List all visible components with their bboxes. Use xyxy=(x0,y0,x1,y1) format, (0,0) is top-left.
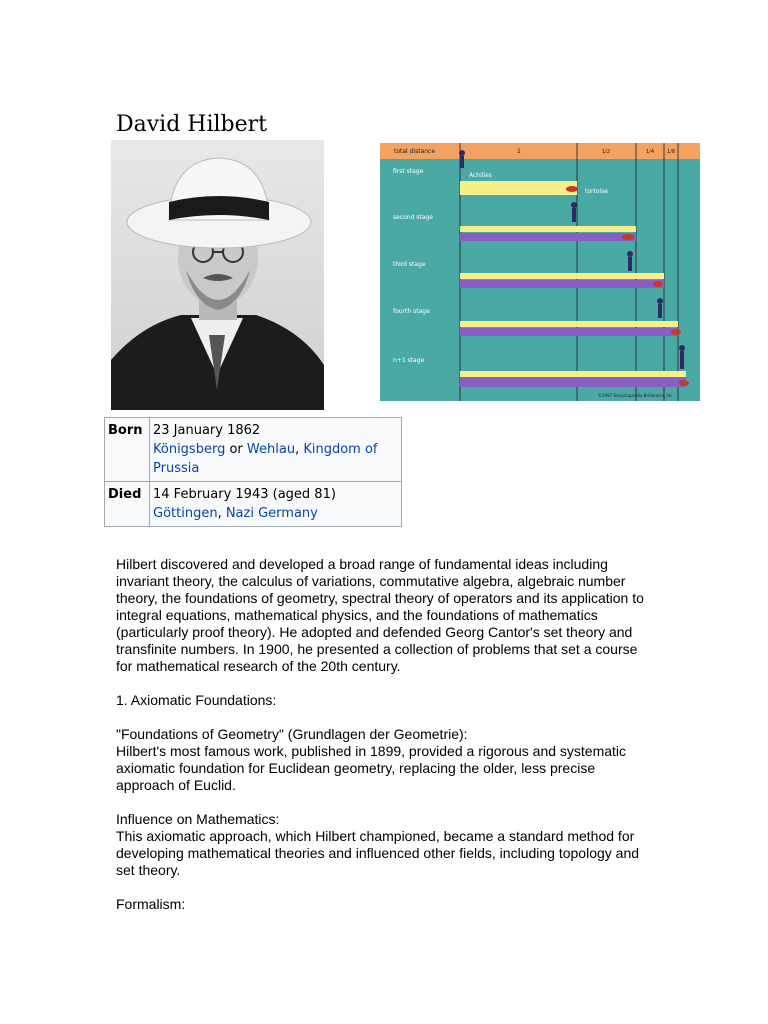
portrait-image xyxy=(111,140,324,410)
stage-label-2: second stage xyxy=(393,214,433,221)
infobox-row-born xyxy=(105,418,402,482)
paragraph-influence: Influence on Mathematics: This axiomatic approach, which Hilbert championed, became a standard method for developing mathematical theories and influenced other fields, including topology and set theory. xyxy=(116,811,640,878)
article-body xyxy=(116,556,646,930)
heading-formalism: Formalism: xyxy=(116,896,186,912)
heading-axiomatic-foundations: 1. Axiomatic Foundations: xyxy=(116,692,277,708)
born-or: or xyxy=(225,442,247,457)
died-label: Died xyxy=(105,482,150,527)
born-date: 23 January 1862 xyxy=(153,423,261,438)
stage-label-4: fourth stage xyxy=(393,308,430,315)
diagram-header: total distance xyxy=(394,148,436,155)
stage-label-3: third stage xyxy=(393,261,426,268)
diagram-header-one: 1 xyxy=(517,148,521,155)
died-value xyxy=(150,482,402,527)
link-konigsberg[interactable]: Königsberg xyxy=(153,442,226,457)
page-title: David Hilbert xyxy=(116,112,268,137)
tortoise-label: tortoise xyxy=(585,188,608,195)
born-label: Born xyxy=(105,418,150,482)
diagram-header-quarter: 1/4 xyxy=(646,149,655,155)
born-sep: , xyxy=(295,442,304,457)
born-value xyxy=(150,418,402,482)
stage-label-5: n+1 stage xyxy=(393,357,425,364)
diagram-header-half: 1/2 xyxy=(602,149,611,155)
infobox xyxy=(104,417,402,527)
link-gottingen[interactable]: Göttingen xyxy=(153,506,218,521)
paragraph-foundations-of-geometry: "Foundations of Geometry" (Grundlagen der Geometrie): Hilbert's most famous work, published in 1899, provided a rigorous and systematic axiomatic foundation for Euclidean geometry, replacing the older, less precise approach of Euclid. xyxy=(116,726,627,793)
paragraph-intro: Hilbert discovered and developed a broad range of fundamental ideas including invariant theory, the calculus of variations, commutative algebra, algebraic number theory, the foundations of geometry, spectral theory of operators and its application to integral equations, mathematical physics, and the foundations of mathematics (particularly proof theory). He adopted and defended Georg Cantor's set theory and transfinite numbers. In 1900, he presented a collection of problems that set a course for mathematical research of the 20th century. xyxy=(116,556,644,674)
stage-label-1: first stage xyxy=(393,168,424,175)
link-kingdom-of-prussia[interactable]: Kingdom of Prussia xyxy=(153,442,378,476)
link-nazi-germany[interactable]: Nazi Germany xyxy=(225,506,318,521)
infobox-row-died xyxy=(105,482,402,527)
achilles-tortoise-diagram xyxy=(380,143,700,401)
died-sep: , xyxy=(217,506,226,521)
achilles-label: Achilles xyxy=(469,172,492,179)
link-wehlau[interactable]: Wehlau xyxy=(246,442,296,457)
diagram-copyright: ©1997 Encyclopaedia Britannica, Inc. xyxy=(598,393,674,398)
died-date: 14 February 1943 (aged 81) xyxy=(153,487,336,502)
diagram-header-eighth: 1/8 xyxy=(667,149,676,155)
